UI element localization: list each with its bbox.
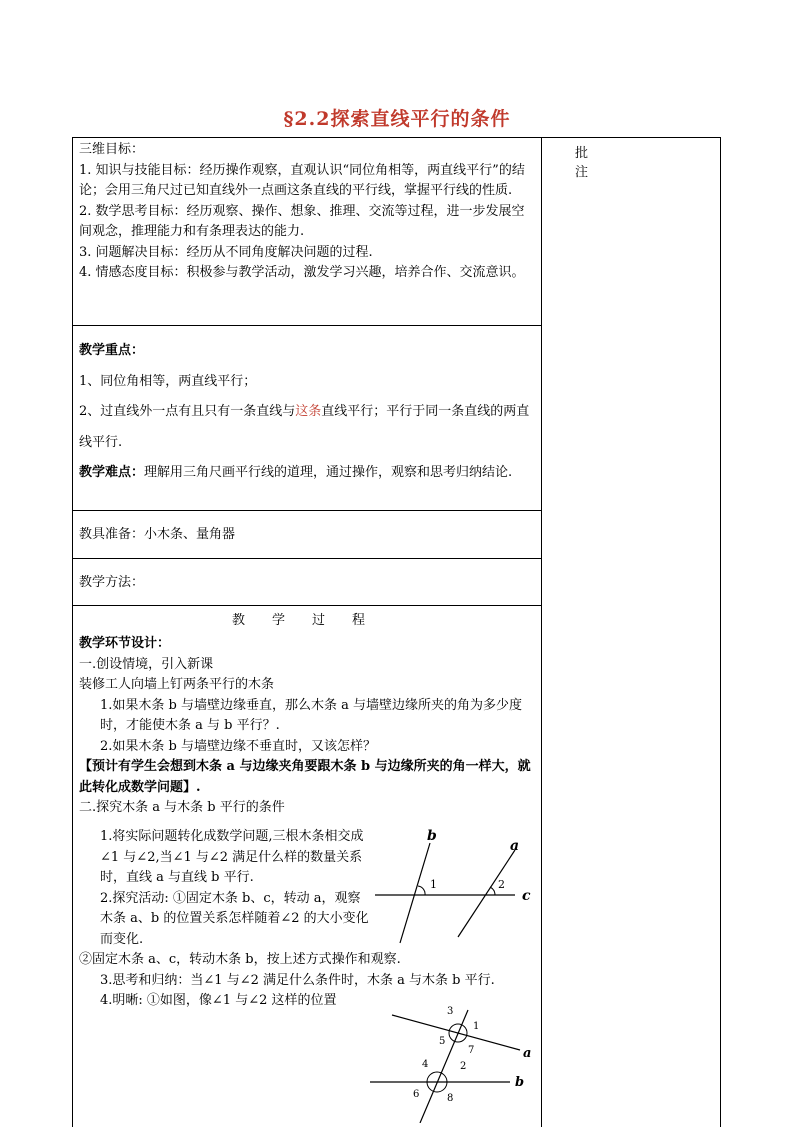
step-2: 2.探究活动: ①固定木条 b、c，转动 a，观察木条 a、b 的位置关系怎样随着∠2 的大小变化而变化. bbox=[100, 890, 369, 947]
angle-8-label: 8 bbox=[447, 1093, 454, 1104]
objectives-heading: 三维目标： bbox=[79, 142, 145, 157]
row-divider bbox=[72, 510, 542, 511]
angle-4-label: 4 bbox=[422, 1059, 429, 1070]
table-border-left bbox=[72, 137, 73, 1127]
notes-column-header: 批 注 bbox=[575, 146, 630, 180]
angle-1-label: 1 bbox=[430, 878, 437, 891]
angle-1-arc bbox=[418, 886, 425, 895]
table-border-right bbox=[720, 137, 721, 1127]
key-point-item: 2、过直线外一点有且只有一条直线与这条直线平行；平行于同一条直线的两直线平行. bbox=[79, 404, 530, 450]
page-title: §2.2探索直线平行的条件 bbox=[283, 108, 511, 130]
question-1: 1.如果木条 b 与墙壁边缘垂直，那么木条 a 与墙壁边缘所夹的角为多少度时，才能使木条 a 与 b 平行？. bbox=[100, 697, 523, 733]
step-1: 1.将实际问题转化成数学问题,三根木条相交成∠1 与∠2,当∠1 与∠2 满足什么样的数量关系时，直线 a 与直线 b 平行. bbox=[100, 829, 364, 885]
label-b: b bbox=[515, 1075, 525, 1090]
label-c: c bbox=[522, 888, 531, 904]
difficulty-line: 教学难点：理解用三角尺画平行线的道理，通过操作，观察和思考归纳结论. bbox=[79, 465, 513, 480]
objective-item: 1. 知识与技能目标：经历操作观察，直观认识“同位角相等，两直线平行”的结论；会用三角尺过已知直线外一点画这条直线的平行线，掌握平行线的性质. bbox=[79, 162, 525, 198]
design-heading: 教学环节设计： bbox=[79, 636, 171, 651]
row-divider bbox=[72, 325, 542, 326]
objectives-section bbox=[79, 140, 537, 284]
row-divider bbox=[72, 605, 542, 606]
process-header: 教学过程 bbox=[232, 613, 393, 628]
angle-2-arc bbox=[490, 887, 495, 895]
angle-3-label: 3 bbox=[447, 1006, 454, 1017]
row-divider bbox=[72, 558, 542, 559]
angle-2-label: 2 bbox=[460, 1061, 467, 1072]
key-points-heading: 教学重点： bbox=[79, 343, 145, 358]
angle-2-label: 2 bbox=[498, 878, 505, 891]
line-a bbox=[458, 850, 515, 937]
table-divider bbox=[541, 137, 542, 1127]
question-2: 2.如果木条 b 与墙壁边缘不垂直时，又该怎样？ bbox=[100, 738, 376, 754]
prediction-note: 【预计有学生会想到木条 a 与边缘夹角要跟木条 b 与边缘所夹的角一样大，就此转化成数学问题】. bbox=[79, 759, 531, 795]
table-border-top bbox=[72, 137, 721, 138]
process-section-bottom bbox=[79, 827, 369, 950]
part2-title: 二.探究木条 a 与木条 b 平行的条件 bbox=[79, 800, 285, 815]
part1-intro: 装修工人向墙上钉两条平行的木条 bbox=[79, 677, 275, 692]
figure-transversal-diagram bbox=[370, 825, 540, 950]
key-points-section bbox=[79, 336, 537, 489]
part1-title: 一.创设情境，引入新课 bbox=[79, 656, 214, 672]
angle-6-label: 6 bbox=[413, 1089, 420, 1100]
tools-line: 教具准备：小木条、量角器 bbox=[79, 527, 236, 542]
objective-item: 2. 数学思考目标：经历观察、操作、想象、推理、交流等过程，进一步发展空间观念，推理能力和有条理表达的能力. bbox=[79, 203, 525, 239]
line-a bbox=[392, 1015, 520, 1050]
step-4: 4.明晰: ①如图，像∠1 与∠2 这样的位置 bbox=[100, 993, 337, 1008]
step-2b: ②固定木条 a、c，转动木条 b，按上述方式操作和观察. bbox=[79, 952, 401, 967]
objective-item: 4. 情感态度目标：积极参与教学活动，激发学习兴趣，培养合作、交流意识。 bbox=[79, 265, 525, 280]
figure-eight-angles-diagram bbox=[365, 1000, 535, 1123]
angle-1-label: 1 bbox=[473, 1021, 480, 1032]
methods-line: 教学方法： bbox=[79, 575, 145, 590]
step-3: 3.思考和归纳：当∠1 与∠2 满足什么条件时，木条 a 与木条 b 平行. bbox=[100, 972, 495, 988]
label-a: a bbox=[510, 838, 520, 854]
key-point-item: 1、同位角相等，两直线平行； bbox=[79, 373, 257, 389]
angle-7-label: 7 bbox=[468, 1045, 475, 1056]
label-b: b bbox=[427, 828, 437, 844]
angle-5-label: 5 bbox=[439, 1036, 446, 1047]
objective-item: 3. 问题解决目标：经历从不同角度解决问题的过程. bbox=[79, 244, 373, 260]
label-a: a bbox=[523, 1046, 532, 1061]
process-section-top bbox=[79, 634, 537, 819]
